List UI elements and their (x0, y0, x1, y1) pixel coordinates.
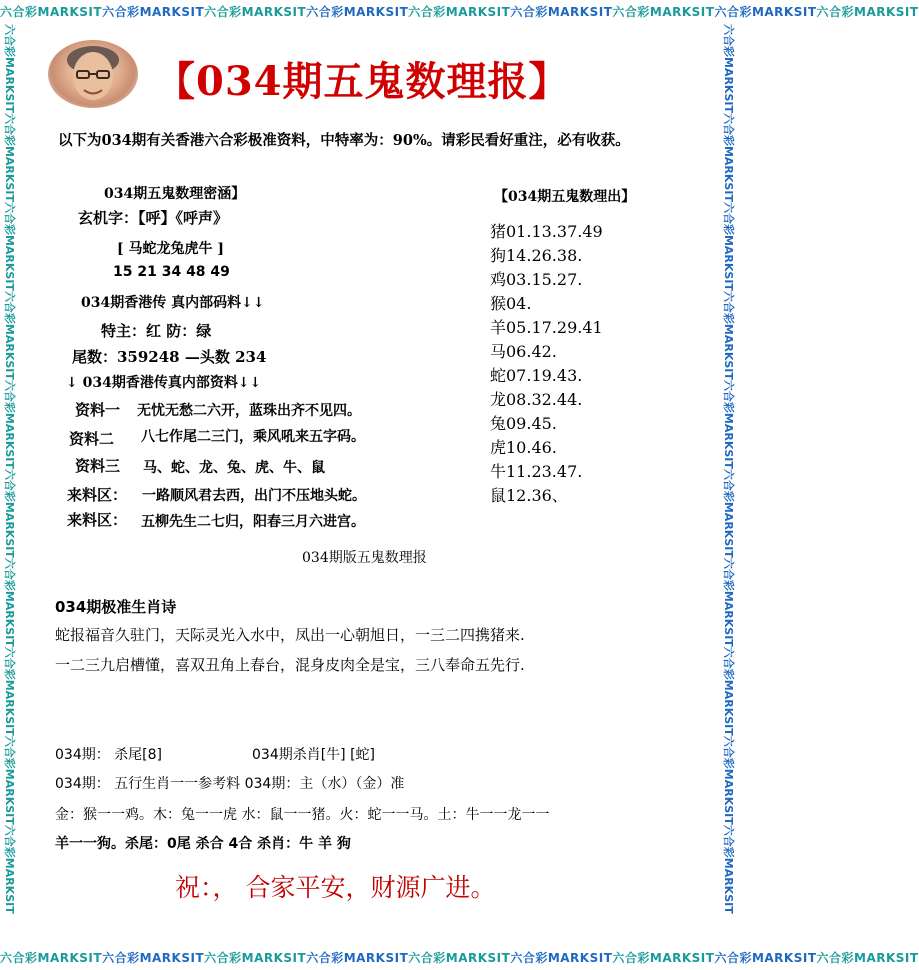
border-stripe-text: 六合彩MARKSIT (0, 5, 103, 19)
border-stripe-text: 六合彩MARKSIT (816, 951, 919, 965)
item-text: 八七作尾二三门，乘风吼来五字码。 (141, 429, 365, 445)
border-stripe-text: 六合彩MARKSIT (714, 5, 817, 19)
right-heading: 【034期五鬼数理出】 (494, 189, 636, 205)
item-label: 资料一 (75, 401, 121, 419)
poem-line: 一二三九启槽懂，喜双丑角上春台，混身皮肉全是宝，三八奉命五先行. (55, 656, 525, 674)
right-border: 六合彩MARKSIT六合彩MARKSIT六合彩MARKSIT六合彩MARKSIT六合彩MARKSIT六合彩MARKSIT六合彩MARKSIT六合彩MARKSIT六合彩MARKSIT六合彩MARKSIT (722, 24, 735, 914)
numbers-line: 15 21 34 48 49 (113, 264, 230, 280)
border-stripe-text: 六合彩MARKSIT (816, 5, 919, 19)
page-title: 【034期五鬼数理报】 (155, 58, 570, 105)
border-stripe-text: 六合彩MARKSIT (612, 951, 715, 965)
zodiac-number-row: 羊05.17.29.41 (490, 318, 603, 337)
border-stripe-text: 六合彩MARKSIT (408, 951, 511, 965)
section-heading: 034期五鬼数理密涵】 (104, 186, 246, 202)
border-stripe-text: 六合彩MARKSIT (306, 5, 409, 19)
zodiac-number-row: 龙08.32.44. (490, 390, 583, 409)
item-label: 资料三 (75, 457, 121, 475)
top-border (0, 0, 919, 24)
border-stripe-text: 六合彩MARKSIT (408, 5, 511, 19)
wuxing-detail-line: 羊一一狗。杀尾：0尾 杀合 4合 杀肖：牛 羊 狗 (55, 836, 351, 852)
zodiac-number-row: 狗14.26.38. (490, 246, 583, 265)
zodiac-number-row: 猴04. (490, 294, 532, 313)
portrait-icon (48, 40, 138, 108)
zodiac-number-row: 鼠12.36、 (490, 486, 568, 505)
kill-tail-line: 034期： 杀尾[8] (55, 747, 163, 763)
zodiac-number-row: 蛇07.19.43. (490, 366, 583, 385)
zodiac-number-row: 猪01.13.37.49 (490, 222, 603, 241)
zodiac-number-row: 马06.42. (490, 342, 557, 361)
wuxing-line: 034期： 五行生肖一一参考料 034期：主（水）（金）准 (55, 776, 405, 792)
tail-line: 尾数：359248 —头数 234 (72, 348, 267, 366)
intro-text: 以下为034期有关香港六合彩极准资料，中特率为：90%。请彩民看好重注，必有收获。 (58, 132, 630, 149)
border-stripe-text: 六合彩MARKSIT (0, 951, 103, 965)
border-stripe-text: 六合彩MARKSIT (306, 951, 409, 965)
zodiac-number-row: 鸡03.15.27. (490, 270, 583, 289)
border-stripe-text: 六合彩MARKSIT (204, 5, 307, 19)
hk-info-line: ↓ 034期香港传真内部资料↓↓ (66, 375, 262, 391)
bottom-border (0, 946, 919, 970)
hk-code-line: 034期香港传 真内部码料↓↓ (81, 295, 265, 311)
item-text: 马、蛇、龙、兔、虎、牛、鼠 (143, 460, 325, 476)
item-text: 无忧无愁二六开，蓝珠出齐不见四。 (137, 403, 361, 419)
left-border: 六合彩MARKSIT六合彩MARKSIT六合彩MARKSIT六合彩MARKSIT六合彩MARKSIT六合彩MARKSIT六合彩MARKSIT六合彩MARKSIT六合彩MARKSIT六合彩MARKSIT (3, 24, 16, 914)
border-stripe-text: 六合彩MARKSIT (612, 5, 715, 19)
item-label: 来料区： (67, 486, 128, 504)
zodiac-line: [ 马蛇龙兔虎牛 ] (117, 241, 224, 257)
poem-title: 034期极准生肖诗 (55, 598, 177, 616)
item-text: 一路顺风君去西，出门不压地头蛇。 (142, 488, 366, 504)
special-line: 特主：红 防：绿 (101, 322, 212, 340)
border-stripe-text: 六合彩MARKSIT (102, 951, 205, 965)
item-text: 五柳先生二七归，阳春三月六进宫。 (141, 514, 365, 530)
item-label: 资料二 (69, 430, 115, 448)
zodiac-number-row: 虎10.46. (490, 438, 557, 457)
zodiac-number-row: 牛11.23.47. (490, 462, 583, 481)
border-stripe-text: 六合彩MARKSIT (102, 5, 205, 19)
poem-line: 蛇报福音久驻门，天际灵光入水中，凤出一心朝旭日，一三二四携猪来. (55, 626, 525, 644)
portrait-photo (48, 40, 138, 108)
border-stripe-text: 六合彩MARKSIT (204, 951, 307, 965)
blessing-text: 祝：， 合家平安，财源广进。 (175, 873, 496, 902)
item-label: 来料区： (67, 511, 128, 529)
border-stripe-text: 六合彩MARKSIT (510, 951, 613, 965)
wuxing-detail-line: 金：猴一一鸡。木：兔一一虎 水：鼠一一猪。火：蛇一一马。土：牛一一龙一一 (55, 807, 550, 823)
zodiac-number-row: 兔09.45. (490, 414, 557, 433)
kill-zodiac-line: 034期杀肖[牛] [蛇] (252, 747, 376, 763)
center-caption: 034期版五鬼数理报 (302, 550, 427, 566)
border-stripe-text: 六合彩MARKSIT (510, 5, 613, 19)
xuanji-line: 玄机字：【呼】《呼声》 (78, 209, 229, 227)
border-stripe-text: 六合彩MARKSIT (714, 951, 817, 965)
